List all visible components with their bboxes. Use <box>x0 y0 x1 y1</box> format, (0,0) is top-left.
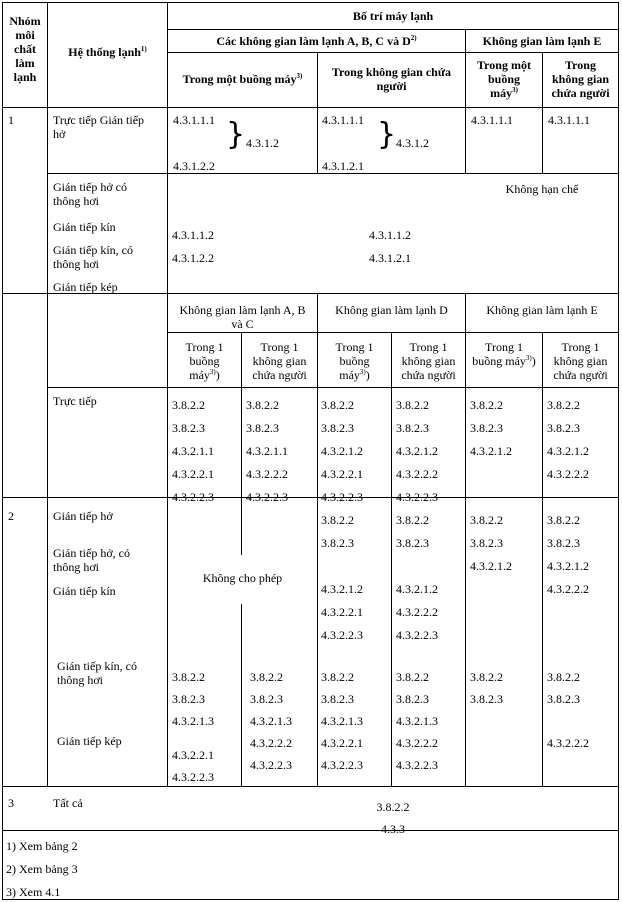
system-col-header: Hệ thống lạnh$^{1)}$ <box>68 45 147 59</box>
group2-e1-bot: 3.8.2.2 3.8.2.3 <box>470 670 503 706</box>
subheader-space-e: Không gian làm lạnh E <box>486 303 598 317</box>
machine-room-header: Trong một buồng máy$^{3)}$ <box>182 72 303 86</box>
group1-a-code1: 4.3.1.1.2 <box>172 228 214 242</box>
group3-system: Tất cả <box>53 796 83 810</box>
group2-d2-bot: 3.8.2.2 3.8.2.3 4.3.2.1.3 4.3.2.2.2 4.3.2.2.3 <box>396 670 438 772</box>
group2-number: 2 <box>8 509 14 523</box>
group1-b-bot: 4.3.1.2.1 <box>322 159 364 173</box>
subheader-occupied-e: Trong 1 không gian chứa người <box>553 340 608 382</box>
group2-e2-bot: 3.8.2.2 3.8.2.3 4.3.2.2.2 <box>547 670 589 750</box>
group1-sys-closed-vented: Gián tiếp kín, có thông hơi <box>53 243 133 271</box>
group2-a2-bot: 3.8.2.2 3.8.2.3 4.3.2.1.3 4.3.2.2.2 4.3.2.2.3 <box>250 670 292 772</box>
group1-b-top: 4.3.1.1.1 <box>322 113 364 127</box>
group2-d2-top: 3.8.2.2 3.8.2.3 4.3.2.1.2 4.3.2.2.2 4.3.2.2.3 <box>396 513 438 642</box>
direct-col-6: 3.8.2.2 3.8.2.3 4.3.2.1.2 4.3.2.2.2 <box>547 398 589 481</box>
group1-sys-closed: Gián tiếp kín <box>53 220 116 234</box>
group2-sys-double: Gián tiếp kép <box>57 734 122 748</box>
group2-d1-top: 3.8.2.2 3.8.2.3 4.3.2.1.2 4.3.2.2.1 4.3.2.2.3 <box>321 513 363 642</box>
group1-b-code2: 4.3.1.2.1 <box>369 251 411 265</box>
direct-col-2: 3.8.2.2 3.8.2.3 4.3.2.1.1 4.3.2.2.2 4.3.2.2.3 <box>246 398 288 504</box>
group1-e2: 4.3.1.1.1 <box>548 113 590 127</box>
group1-a-mid: 4.3.1.2 <box>246 136 279 150</box>
machine-room-e-header: Trong một buồng máy$^{3)}$ <box>477 58 531 100</box>
group1-sys-double: Gián tiếp kép <box>53 280 118 294</box>
direct-col-1: 3.8.2.2 3.8.2.3 4.3.2.1.1 4.3.2.2.1 4.3.2.2.3 <box>172 398 214 504</box>
group2-sys-closed-vented: Gián tiếp kín, có thông hơi <box>57 659 137 687</box>
subheader-occupied-abc: Trong 1 không gian chứa người <box>252 340 307 382</box>
direct-col-5: 3.8.2.2 3.8.2.3 4.3.2.1.2 <box>470 398 512 458</box>
group1-sys-open-vented: Gián tiếp hở có thông hơi <box>53 180 127 208</box>
group2-sys-closed: Gián tiếp kín <box>53 584 116 598</box>
footnote-3: 3) Xem 4.1 <box>6 885 61 899</box>
subheader-space-abc: Không gian làm lạnh A, B và C <box>179 303 306 331</box>
subheader-room-e: Trong 1 buồng máy$^{3)}$) <box>472 340 536 368</box>
space-e-header: Không gian làm lạnh E <box>482 34 602 48</box>
not-allowed-label: Không cho phép <box>168 569 317 587</box>
placement-header: Bố trí máy lạnh <box>352 9 434 23</box>
direct-col-4: 3.8.2.2 3.8.2.3 4.3.2.1.2 4.3.2.2.2 4.3.2.2.3 <box>396 398 438 504</box>
subheader-room-d: Trong 1 buồng máy$^{3)}$) <box>335 340 374 382</box>
group2-sys-open: Gián tiếp hở <box>53 509 113 523</box>
footnote-1: 1) Xem bảng 2 <box>6 839 78 853</box>
group2-e2-top: 3.8.2.2 3.8.2.3 4.3.2.1.2 4.3.2.2.2 <box>547 513 589 596</box>
occupied-space-e-header: Trong không gian chứa người <box>551 58 610 100</box>
group1-a-bot: 4.3.1.2.2 <box>173 159 215 173</box>
group1-number: 1 <box>8 113 14 127</box>
group1-b-code1: 4.3.1.1.2 <box>369 228 411 242</box>
group1-e1: 4.3.1.1.1 <box>471 113 513 127</box>
subheader-space-d: Không gian làm lạnh D <box>335 303 448 317</box>
brace-icon: } <box>377 117 397 152</box>
footnote-2: 2) Xem bảng 3 <box>6 862 78 876</box>
group1-system-direct: Trực tiếp Gián tiếp hở <box>53 113 145 141</box>
group1-a-top: 4.3.1.1.1 <box>173 113 215 127</box>
occupied-space-header: Trong không gian chứa người <box>331 65 452 93</box>
group2-d1-bot: 3.8.2.2 3.8.2.3 4.3.2.1.3 4.3.2.2.1 4.3.2.2.3 <box>321 670 363 772</box>
direct-col-3: 3.8.2.2 3.8.2.3 4.3.2.1.2 4.3.2.2.1 4.3.2.2.3 <box>321 398 363 504</box>
group2-sys-open-vented: Gián tiếp hở, có thông hơi <box>53 546 130 574</box>
group2-a1-bot: 3.8.2.2 3.8.2.3 4.3.2.1.3 4.3.2.2.1 4.3.2.2.3 <box>172 670 214 784</box>
group3-number: 3 <box>8 796 14 810</box>
group1-b-mid: 4.3.1.2 <box>396 136 429 150</box>
direct-system: Trực tiếp <box>53 394 97 408</box>
group2-e1-top: 3.8.2.2 3.8.2.3 4.3.2.1.2 <box>470 513 512 573</box>
group1-a-code2: 4.3.1.2.2 <box>172 251 214 265</box>
brace-icon: } <box>226 117 246 152</box>
spaces-abcd-header: Các không gian làm lạnh A, B, C và $D^{2)}$ <box>216 34 417 48</box>
group1-no-limit: Không hạn chế <box>505 182 579 196</box>
group3-codes: 3.8.2.2 4.3.3 <box>376 800 410 836</box>
group-col-header: Nhóm môi chất làm lạnh <box>9 14 41 84</box>
subheader-room-abc: Trong 1 buồng máy$^{3)}$) <box>185 340 224 382</box>
subheader-occupied-d: Trong 1 không gian chứa người <box>401 340 456 382</box>
